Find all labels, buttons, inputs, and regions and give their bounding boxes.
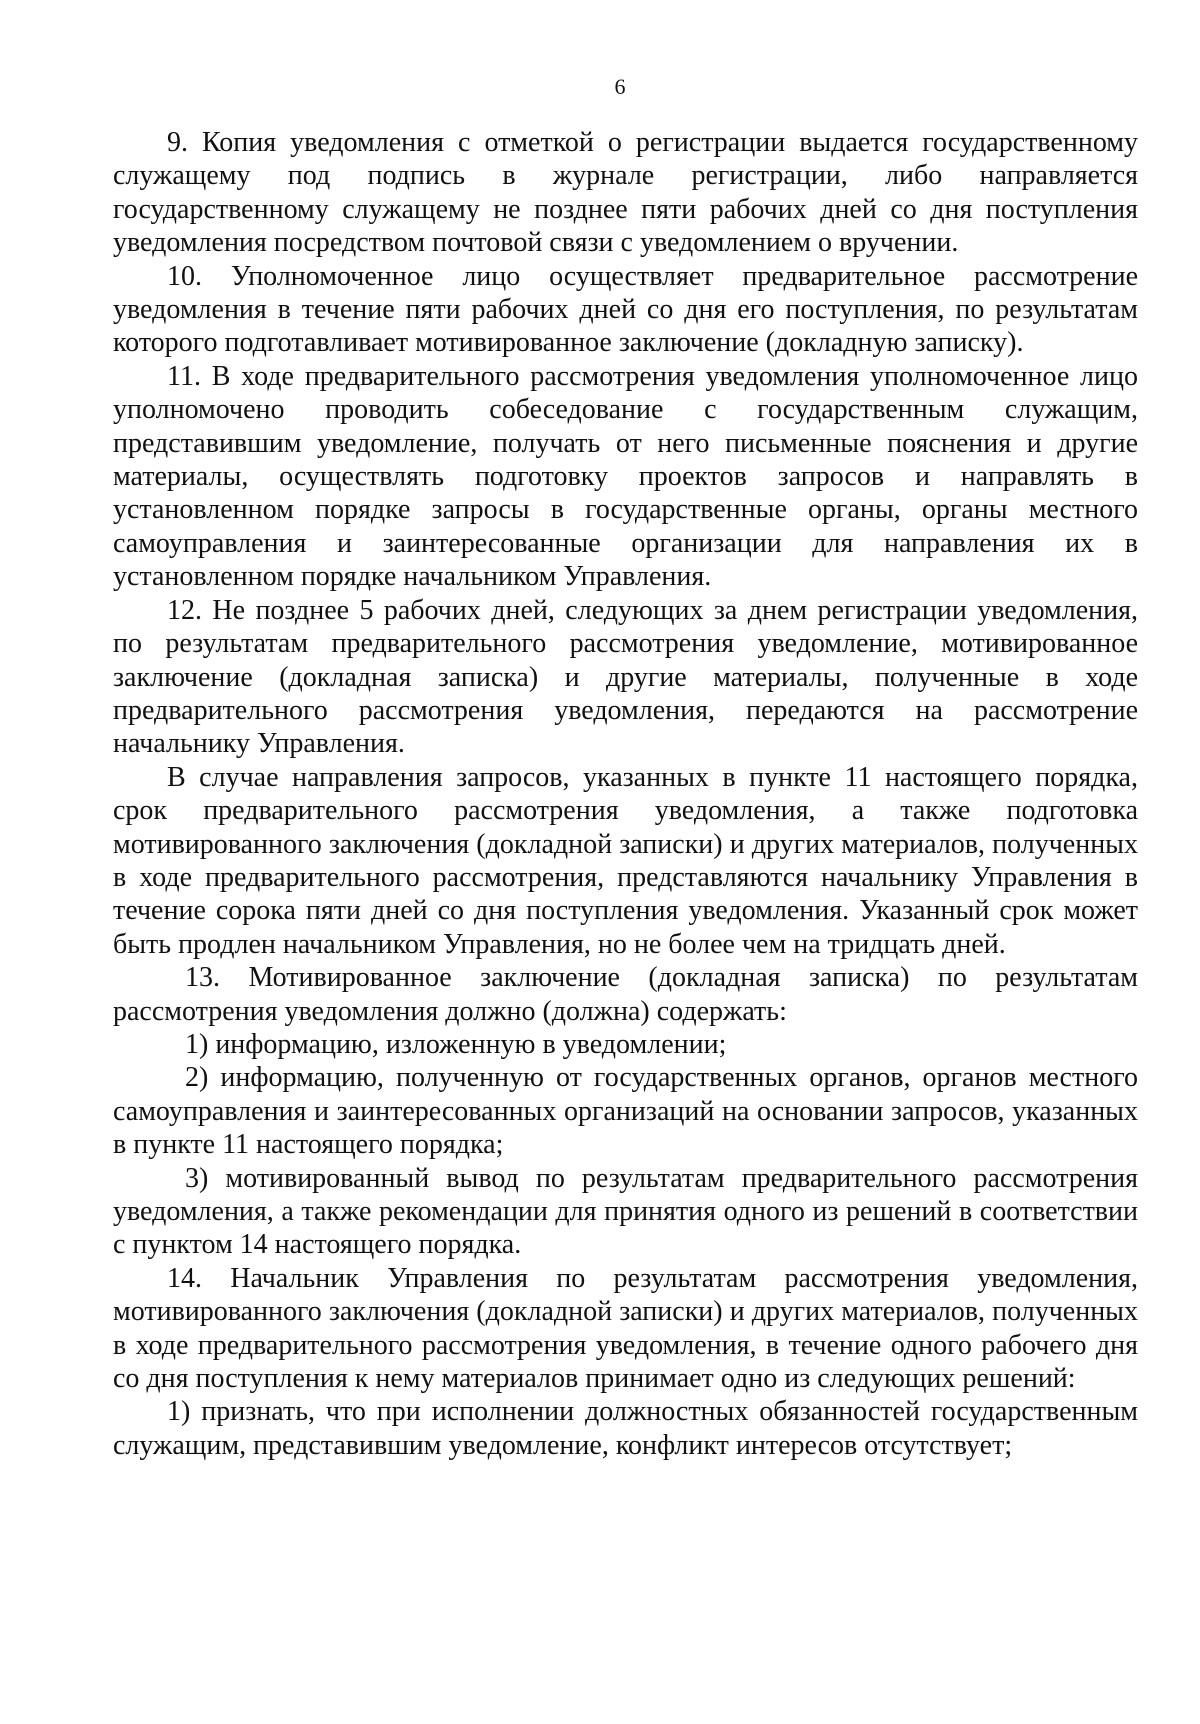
paragraph-item-11: 11. В ходе предварительного рассмотрения уведомления уполномоченное лицо уполномочено проводить собеседование с государственным служащим, представившим уведомление, получать от него письменные пояснения и другие материалы, осуществлять подготовку проектов запросов и направлять в установленном порядке запросы в государственные органы, органы местного самоуправления и заинтересованные организации для направления их в установленном порядке начальником Управления. — [113, 360, 1138, 593]
document-body — [113, 126, 1138, 1462]
list-item-13-1: 1) информацию, изложенную в уведомлении; — [185, 1028, 727, 1060]
paragraph-item-14: 14. Начальник Управления по результатам рассмотрения уведомления, мотивированного заключения (докладной записки) и других материалов, полученных в ходе предварительного рассмотрения уведомления, в течение одного рабочего дня со дня поступления к нему материалов принимает одно из следующих решений: — [113, 1262, 1138, 1395]
paragraph-item-9: 9. Копия уведомления с отметкой о регистрации выдается государственному служащему под подпись в журнале регистрации, либо направляется государственному служащему не позднее пяти рабочих дней со дня поступления уведомления посредством почтовой связи с уведомлением о вручении. — [113, 127, 1138, 259]
paragraph-item-12-continuation: В случае направления запросов, указанных в пункте 11 настоящего порядка, срок предварительного рассмотрения уведомления, а также подготовка мотивированного заключения (докладной записки) и других материалов, полученных в ходе предварительного рассмотрения, представляются начальнику Управления в течение сорока пяти дней со дня поступления уведомления. Указанный срок может быть продлен начальником Управления, но не более чем на тридцать дней. — [113, 761, 1138, 960]
paragraph-item-10: 10. Уполномоченное лицо осуществляет предварительное рассмотрение уведомления в течение пяти рабочих дней со дня его поступления, по результатам которого подготавливает мотивированное заключение (докладную записку). — [113, 260, 1138, 359]
paragraph-item-13: 13. Мотивированное заключение (докладная записка) по результатам рассмотрения уведомления должно (должна) содержать: — [113, 962, 1138, 1027]
list-item-13-2: 2) информацию, полученную от государственных органов, органов местного самоуправления и заинтересованных организаций на основании запросов, указанных в пункте 11 настоящего порядка; — [113, 1062, 1138, 1161]
list-item-13-3: 3) мотивированный вывод по результатам предварительного рассмотрения уведомления, а также рекомендации для принятия одного из решений в соответствии с пунктом 14 настоящего порядка. — [113, 1162, 1138, 1261]
page-number: 6 — [614, 74, 626, 99]
paragraph-item-12: 12. Не позднее 5 рабочих дней, следующих за днем регистрации уведомления, по результатам предварительного рассмотрения уведомление, мотивированное заключение (докладная записка) и другие материалы, полученные в ходе предварительного рассмотрения уведомления, передаются на рассмотрение начальнику Управления. — [113, 594, 1138, 760]
list-item-14-1: 1) признать, что при исполнении должностных обязанностей государственным служащим, представившим уведомление, конфликт интересов отсутствует; — [113, 1396, 1138, 1461]
